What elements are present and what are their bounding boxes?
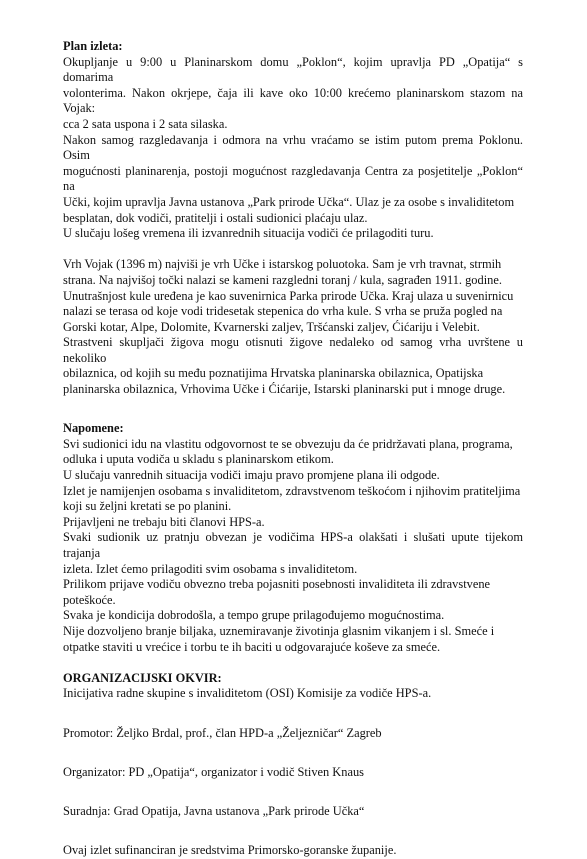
spacer (63, 242, 523, 258)
text-line: Okupljanje u 9:00 u Planinarskom domu „Poklon“, kojim upravlja PD „Opatija“ s domarima (63, 54, 523, 85)
text-line: Strastveni skupljači žigova mogu otisnuti žigove nedaleko od samog vrha uvrštene u nekoliko (63, 335, 523, 365)
org-funding: Ovaj izlet sufinanciran je sredstvima Primorsko-goranske županije. (63, 843, 397, 858)
text-line: otpatke staviti u vrećice i torbu te ih baciti u odgovarajuće koševe za smeće. (63, 639, 441, 654)
plan-paragraph (63, 55, 523, 242)
org-initiative: Inicijativa radne skupine s invaliditetom (OSI) Komisije za vodiče HPS-a. (63, 686, 432, 701)
text-line: Gorski kotar, Alpe, Dolomite, Kvarnerski zaljev, Tršćanski zaljev, Ćićariju i Velebit. (63, 319, 480, 334)
notes-heading: Napomene: (63, 421, 124, 436)
text-line: Izlet je namijenjen osobama s invaliditetom, zdravstvenom teškoćom i njihovim pratiteljima (63, 483, 521, 498)
text-line: planinarska obilaznica, Vrhovima Učke i Ćićarije, Istarski planinarski put i mnoge druge. (63, 382, 506, 397)
text-line: volonterima. Nakon okrjepe, čaja ili kave oko 10:00 krećemo planinarskom stazom na Vojak: (63, 85, 523, 116)
text-line: izleta. Izlet ćemo prilagoditi svim osobama s invaliditetom. (63, 561, 358, 576)
spacer (63, 398, 523, 414)
spacer (63, 820, 523, 836)
text-line: Učki, kojim upravlja Javna ustanova „Park prirode Učka“. Ulaz je za osobe s invaliditetom (63, 194, 515, 209)
spacer (63, 702, 523, 718)
text-line: obilaznica, od kojih su među poznatijima Hrvatska planinarska obilaznica, Opatijska (63, 366, 484, 381)
spacer (63, 780, 523, 796)
text-line: Svaka je kondicija dobrodošla, a tempo grupe prilagođujemo mogućnostima. (63, 608, 445, 623)
spacer (63, 741, 523, 757)
text-line: Vrh Vojak (1396 m) najviši je vrh Učke i istarskog poluotoka. Sam je vrh travnat, strmih (63, 257, 502, 272)
org-heading: ORGANIZACIJSKI OKVIR: (63, 670, 222, 685)
text-line: koji su željni kretati se po planini. (63, 499, 232, 514)
text-line: U slučaju vanrednih situacija vodiči imaju pravo promjene plana ili odgode. (63, 468, 440, 483)
text-line: nalazi se terasa od koje vodi tridesetak stepenica do vrha kule. S vrha se pruža pogled na (63, 304, 503, 319)
text-line: cca 2 sata uspona i 2 sata silaska. (63, 116, 228, 131)
spacer (63, 757, 523, 765)
text-line: Nije dozvoljeno branje biljaka, uznemiravanje životinja glasnim vikanjem i sl. Smeće i (63, 623, 495, 638)
text-line: Unutrašnjost kule uređena je kao suvenirnica Parka prirode Učka. Kraj ulaza u suvenirnicu (63, 288, 514, 303)
org-organizer: Organizator: PD „Opatija“, organizator i vodič Stiven Knaus (63, 764, 364, 779)
text-line: Nakon samog razgledavanja i odmora na vrhu vraćamo se istim putom prema Poklonu. Osim (63, 132, 523, 163)
text-line: Prilikom prijave vodiču obvezno treba pojasniti posebnosti invaliditeta ili zdravstvene (63, 577, 491, 592)
spacer (63, 718, 523, 726)
text-line: Svaki sudionik uz pratnju obvezan je vodičima HPS-a olakšati i slušati upute tijekom trajanja (63, 530, 523, 560)
spacer (63, 413, 523, 421)
text-line: mogućnosti planinarenja, postoji mogućnost razgledavanja Centra za posjetitelje „Poklon“ na (63, 163, 523, 194)
text-line: besplatan, dok vodiči, pratitelji i ostali sudionici plaćaju ulaz. (63, 210, 368, 225)
document-body (63, 39, 523, 859)
text-line: strana. Na najvišoj točki nalazi se kameni razgledni toranj / kula, sagrađen 1911. godine. (63, 272, 502, 287)
vojak-paragraph (63, 257, 523, 397)
text-line: U slučaju lošeg vremena ili izvanrednih situacija vodiči će prilagoditi turu. (63, 226, 434, 241)
text-line: poteškoće. (63, 592, 116, 607)
org-promotor: Promotor: Željko Brdal, prof., član HPD-a „Željezničar“ Zagreb (63, 725, 382, 740)
text-line: Svi sudionici idu na vlastitu odgovornost te se obvezuju da će pridržavati plana, programa, (63, 436, 513, 451)
spacer (63, 655, 523, 671)
plan-heading: Plan izleta: (63, 39, 123, 53)
org-cooperation: Suradnja: Grad Opatija, Javna ustanova „Park prirode Učka“ (63, 803, 365, 818)
text-line: Prijavljeni ne trebaju biti članovi HPS-a. (63, 514, 265, 529)
spacer (63, 796, 523, 804)
notes-paragraph (63, 437, 523, 655)
text-line: odluka i uputa vodiča u skladu s planinarskom etikom. (63, 452, 334, 467)
spacer (63, 835, 523, 843)
